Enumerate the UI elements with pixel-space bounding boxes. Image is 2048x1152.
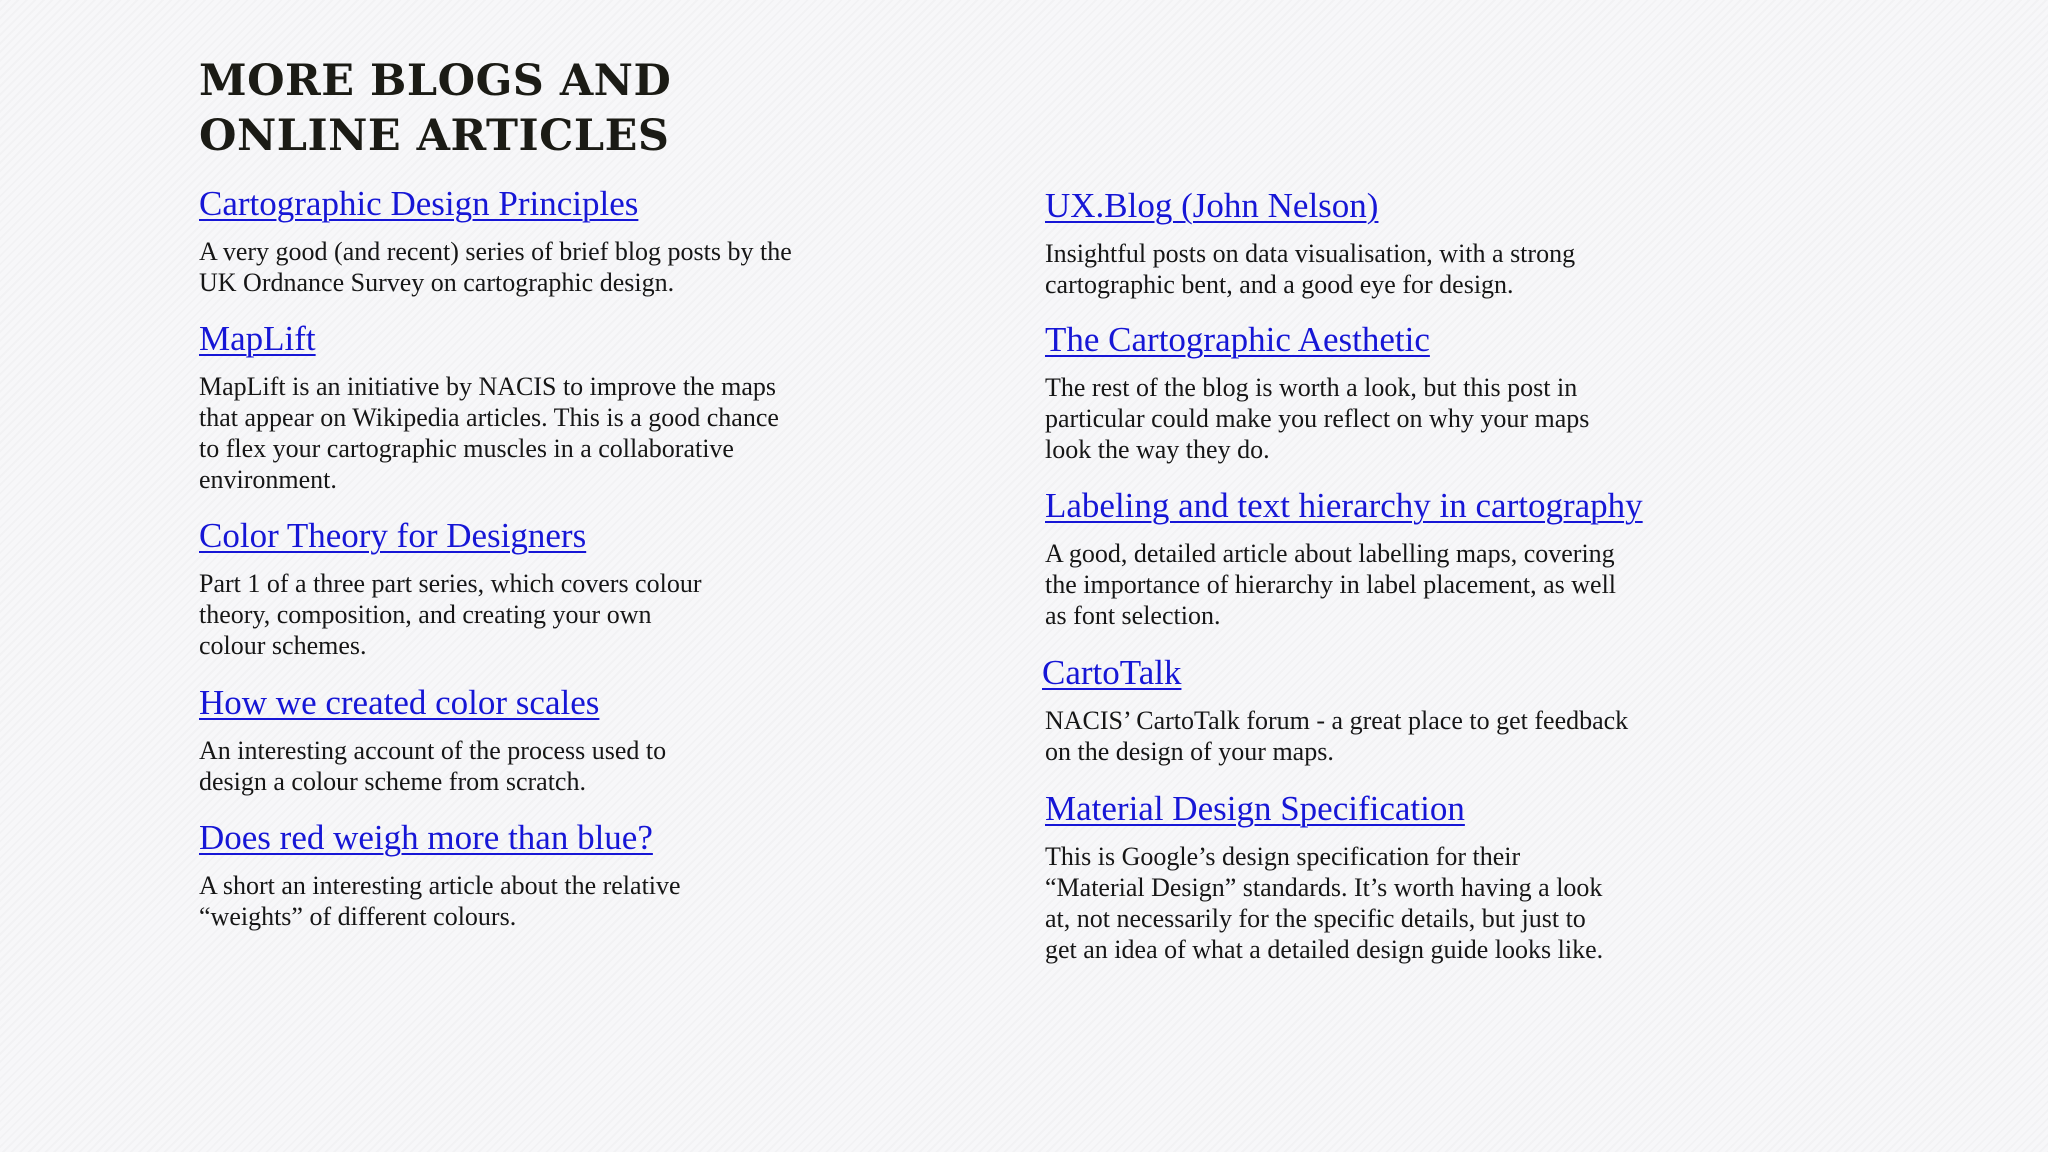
link-cartotalk[interactable]: CartoTalk	[1042, 653, 1182, 692]
list-item	[1042, 653, 1722, 767]
link-ux-blog-john-nelson[interactable]: UX.Blog (John Nelson)	[1045, 186, 1379, 225]
entry-description: A short an interesting article about the relative “weights” of different colours.	[199, 871, 681, 931]
link-how-we-created-color-scales[interactable]: How we created color scales	[199, 683, 600, 722]
list-item	[1045, 186, 1725, 300]
link-does-red-weigh-more-than-blue[interactable]: Does red weigh more than blue?	[199, 818, 653, 857]
link-cartographic-design-principles[interactable]: Cartographic Design Principles	[199, 184, 639, 223]
entry-description: A good, detailed article about labelling maps, covering the importance of hierarchy in label placement, as well as font selection.	[1045, 539, 1617, 630]
link-maplift[interactable]: MapLift	[199, 319, 316, 358]
page-title-line-1: MORE BLOGS AND	[199, 56, 672, 106]
list-item	[199, 683, 879, 797]
list-item	[1045, 486, 1725, 631]
list-item	[199, 319, 879, 495]
link-material-design-specification[interactable]: Material Design Specification	[1045, 789, 1465, 828]
link-labeling-and-text-hierarchy[interactable]: Labeling and text hierarchy in cartography	[1045, 486, 1643, 525]
entry-description: Part 1 of a three part series, which covers colour theory, composition, and creating your own colour schemes.	[199, 569, 702, 660]
entry-description: NACIS’ CartoTalk forum - a great place to get feedback on the design of your maps.	[1045, 706, 1629, 766]
link-color-theory-for-designers[interactable]: Color Theory for Designers	[199, 516, 587, 555]
entry-description: A very good (and recent) series of brief blog posts by the UK Ordnance Survey on cartographic design.	[199, 237, 792, 297]
list-item	[1045, 320, 1725, 465]
link-the-cartographic-aesthetic[interactable]: The Cartographic Aesthetic	[1045, 320, 1430, 359]
list-item	[199, 184, 879, 298]
list-item	[1045, 789, 1725, 965]
entry-description: This is Google’s design specification for their “Material Design” standards. It’s worth having a look at, not necessarily for the specific details, but just to get an idea of what a detailed design guide looks like.	[1045, 842, 1604, 964]
entry-description: Insightful posts on data visualisation, with a strong cartographic bent, and a good eye for design.	[1045, 239, 1576, 299]
page-title	[199, 54, 899, 164]
entry-description: The rest of the blog is worth a look, but this post in particular could make you reflect on why your maps look the way they do.	[1045, 373, 1590, 464]
entry-description: An interesting account of the process used to design a colour scheme from scratch.	[199, 736, 667, 796]
list-item	[199, 516, 879, 661]
list-item	[199, 818, 879, 932]
entry-description: MapLift is an initiative by NACIS to improve the maps that appear on Wikipedia articles. This is a good chance to flex your cartographic muscles in a collaborative environment.	[199, 372, 779, 494]
page-title-line-2: ONLINE ARTICLES	[199, 111, 670, 161]
